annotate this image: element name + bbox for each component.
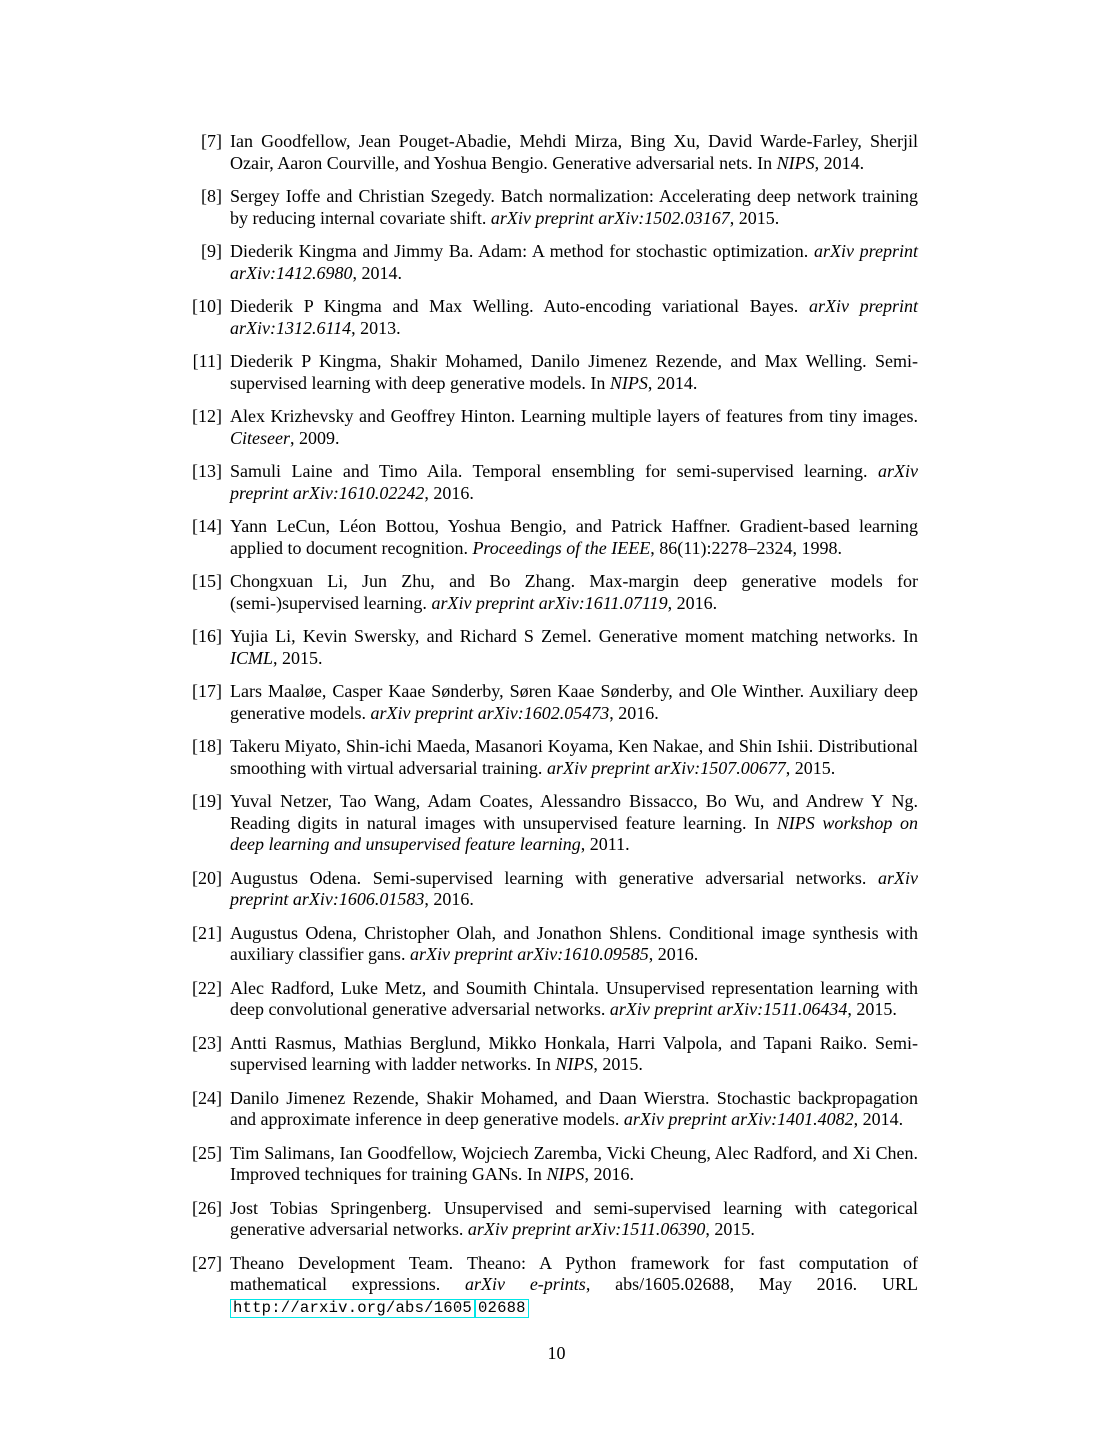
reference-text-segment: Diederik Kingma and Jimmy Ba. Adam: A method for stochastic optimization. bbox=[230, 241, 814, 261]
reference-text-segment: , 2015. bbox=[593, 1054, 643, 1075]
reference-venue-italic: arXiv preprint arXiv:1511.06434 bbox=[609, 999, 848, 1020]
reference-text bbox=[230, 1253, 918, 1318]
reference-text-segment: Takeru Miyato, Shin-ichi Maeda, Masanori Koyama, Ken Nakae, and Shin Ishii. Distributional smoothing with virtual adversarial training. bbox=[230, 736, 918, 778]
reference-label: [8] bbox=[201, 186, 222, 206]
reference-entry bbox=[192, 1088, 918, 1131]
reference-venue-italic: arXiv preprint arXiv:1606.01583 bbox=[230, 867, 918, 910]
reference-text bbox=[230, 978, 918, 1021]
reference-text-segment: Lars Maaløe, Casper Kaae Sønderby, Søren Kaae Sønderby, and Ole Winther. Auxiliary deep generative models. bbox=[230, 681, 918, 723]
reference-text-segment: Diederik P Kingma and Max Welling. Auto-encoding variational Bayes. bbox=[230, 296, 809, 316]
reference-entry bbox=[192, 131, 918, 174]
reference-text bbox=[230, 186, 918, 229]
reference-text-segment: , 2011. bbox=[580, 834, 630, 855]
reference-label: [20] bbox=[192, 867, 222, 888]
reference-text bbox=[230, 516, 918, 559]
reference-text-segment: Tim Salimans, Ian Goodfellow, Wojciech Zaremba, Vicki Cheung, Alec Radford, and Xi Chen. Improved techniques for training GANs. In bbox=[230, 1142, 918, 1185]
reference-text-segment: , 2014. bbox=[853, 1109, 904, 1130]
reference-text bbox=[230, 1198, 918, 1241]
reference-label: [25] bbox=[192, 1142, 222, 1163]
reference-text-segment: Augustus Odena, Christopher Olah, and Jonathon Shlens. Conditional image synthesis with auxiliary classifier gans. bbox=[230, 922, 918, 965]
reference-entry bbox=[192, 868, 918, 911]
reference-text bbox=[230, 406, 918, 449]
reference-text-segment: Chongxuan Li, Jun Zhu, and Bo Zhang. Max-margin deep generative models for (semi-)supervised learning. bbox=[230, 571, 918, 613]
reference-text bbox=[230, 1143, 918, 1186]
arxiv-url-link[interactable]: http://arxiv.org/abs/1605 bbox=[230, 1299, 475, 1318]
reference-label: [27] bbox=[192, 1252, 222, 1273]
reference-entry bbox=[192, 516, 918, 559]
reference-label: [26] bbox=[192, 1197, 222, 1218]
reference-venue-italic: NIPS bbox=[776, 152, 815, 173]
reference-label: [16] bbox=[192, 626, 222, 646]
reference-text-segment: Samuli Laine and Timo Aila. Temporal ensembling for semi-supervised learning. bbox=[230, 461, 878, 481]
reference-label: [21] bbox=[192, 922, 222, 943]
reference-venue-italic: ICML bbox=[230, 647, 274, 668]
reference-text bbox=[230, 681, 918, 724]
reference-venue-italic: arXiv preprint arXiv:1507.00677 bbox=[546, 757, 786, 778]
reference-text-segment: , 2014. bbox=[814, 152, 865, 173]
reference-text-segment: Yann LeCun, Léon Bottou, Yoshua Bengio, and Patrick Haffner. Gradient-based learning applied to document recognition. bbox=[230, 516, 918, 558]
reference-text-segment: , 2016. bbox=[584, 1164, 634, 1185]
reference-text bbox=[230, 296, 918, 339]
reference-label: [17] bbox=[192, 681, 222, 701]
reference-venue-italic: arXiv preprint arXiv:1610.09585 bbox=[409, 944, 649, 965]
reference-label: [14] bbox=[192, 516, 222, 536]
reference-text-segment: , abs/1605.02688, May 2016. URL bbox=[585, 1274, 918, 1295]
reference-text bbox=[230, 1033, 918, 1076]
reference-label: [10] bbox=[192, 296, 222, 316]
reference-venue-italic: arXiv preprint arXiv:1412.6980 bbox=[230, 241, 918, 283]
reference-entry bbox=[192, 1033, 918, 1076]
reference-text-segment: , 2015. bbox=[847, 999, 897, 1020]
reference-venue-italic: NIPS bbox=[609, 372, 648, 393]
reference-entry bbox=[192, 296, 918, 339]
reference-venue-italic: arXiv preprint arXiv:1401.4082 bbox=[623, 1109, 854, 1130]
reference-entry bbox=[192, 1143, 918, 1186]
reference-text-segment: , 2015. bbox=[729, 207, 780, 228]
reference-entry bbox=[192, 241, 918, 284]
reference-text-segment: Alex Krizhevsky and Geoffrey Hinton. Learning multiple layers of features from tiny images. bbox=[230, 406, 918, 426]
reference-label: [11] bbox=[192, 351, 222, 371]
reference-label: [19] bbox=[192, 791, 222, 811]
reference-entry bbox=[192, 571, 918, 614]
reference-text-segment: , 2013. bbox=[351, 317, 401, 338]
reference-label: [13] bbox=[192, 461, 222, 481]
reference-label: [18] bbox=[192, 736, 222, 756]
reference-label: [12] bbox=[192, 406, 222, 426]
page-number: 10 bbox=[547, 1343, 566, 1363]
reference-entry bbox=[192, 461, 918, 504]
arxiv-url-link[interactable]: 02688 bbox=[475, 1299, 529, 1318]
reference-label: [15] bbox=[192, 571, 222, 591]
reference-list bbox=[192, 131, 918, 1330]
reference-text-segment: Antti Rasmus, Mathias Berglund, Mikko Honkala, Harri Valpola, and Tapani Raiko. Semi-supervised learning with ladder networks. In bbox=[230, 1032, 918, 1075]
reference-label: [22] bbox=[192, 977, 222, 998]
reference-entry bbox=[192, 978, 918, 1021]
reference-text bbox=[230, 626, 918, 669]
reference-text-segment: Jost Tobias Springenberg. Unsupervised and semi-supervised learning with categorical generative adversarial networks. bbox=[230, 1197, 918, 1240]
reference-text bbox=[230, 923, 918, 966]
reference-venue-italic: arXiv preprint arXiv:1502.03167 bbox=[490, 207, 730, 228]
reference-text-segment: , 2015. bbox=[705, 1219, 755, 1240]
reference-text-segment: , 2016. bbox=[424, 482, 474, 503]
reference-venue-italic: arXiv preprint arXiv:1611.07119 bbox=[431, 592, 668, 613]
reference-label: [9] bbox=[201, 241, 222, 261]
reference-text bbox=[230, 131, 918, 174]
reference-entry bbox=[192, 681, 918, 724]
reference-text-segment: , 2016. bbox=[667, 592, 718, 613]
reference-venue-italic: arXiv preprint arXiv:1602.05473 bbox=[370, 702, 610, 723]
reference-venue-italic: Citeseer bbox=[230, 427, 290, 448]
reference-entry bbox=[192, 923, 918, 966]
reference-text-segment: Yuval Netzer, Tao Wang, Adam Coates, Alessandro Bissacco, Bo Wu, and Andrew Y Ng. Reading digits in natural images with unsupervised feature learning. In bbox=[230, 791, 918, 833]
reference-text-segment: , 2015. bbox=[273, 647, 323, 668]
reference-venue-italic: arXiv preprint arXiv:1610.02242 bbox=[230, 461, 918, 503]
reference-entry bbox=[192, 406, 918, 449]
reference-text-segment: , 2014. bbox=[647, 372, 698, 393]
reference-text bbox=[230, 571, 918, 614]
reference-entry bbox=[192, 1253, 918, 1318]
reference-text bbox=[230, 351, 918, 394]
reference-entry bbox=[192, 186, 918, 229]
reference-entry bbox=[192, 1198, 918, 1241]
reference-text-segment: , 86(11):2278–2324, 1998. bbox=[650, 537, 843, 558]
reference-text-segment: Yujia Li, Kevin Swersky, and Richard S Zemel. Generative moment matching networks. In bbox=[230, 626, 918, 646]
reference-venue-italic: NIPS bbox=[546, 1164, 585, 1185]
reference-text-segment: , 2015. bbox=[785, 757, 836, 778]
reference-label: [23] bbox=[192, 1032, 222, 1053]
reference-venue-italic: NIPS bbox=[555, 1054, 594, 1075]
reference-label: [7] bbox=[201, 131, 222, 151]
reference-venue-italic: NIPS workshop on deep learning and unsupervised feature learning bbox=[230, 812, 918, 855]
reference-entry bbox=[192, 351, 918, 394]
reference-text bbox=[230, 461, 918, 504]
reference-text-segment: , 2016. bbox=[424, 889, 474, 910]
reference-entry bbox=[192, 791, 918, 856]
reference-text bbox=[230, 791, 918, 856]
reference-text bbox=[230, 868, 918, 911]
reference-entry bbox=[192, 626, 918, 669]
reference-venue-italic: arXiv preprint arXiv:1511.06390 bbox=[467, 1219, 706, 1240]
reference-entry bbox=[192, 736, 918, 779]
reference-venue-italic: arXiv preprint arXiv:1312.6114 bbox=[230, 296, 918, 338]
reference-text-segment: Ian Goodfellow, Jean Pouget-Abadie, Mehdi Mirza, Bing Xu, David Warde-Farley, Sherjil Ozair, Aaron Courville, and Yoshua Bengio. Generative adversarial nets. In bbox=[230, 131, 918, 173]
reference-text bbox=[230, 241, 918, 284]
reference-venue-italic: Proceedings of the IEEE bbox=[472, 537, 651, 558]
reference-text-segment: , 2009. bbox=[290, 427, 340, 448]
reference-text bbox=[230, 736, 918, 779]
reference-text-segment: Alec Radford, Luke Metz, and Soumith Chintala. Unsupervised representation learning with deep convolutional generative adversarial networks. bbox=[230, 977, 918, 1020]
reference-text-segment: , 2016. bbox=[648, 944, 699, 965]
reference-venue-italic: arXiv e-prints bbox=[465, 1274, 586, 1295]
reference-label: [24] bbox=[192, 1087, 222, 1108]
reference-text bbox=[230, 1088, 918, 1131]
reference-text-segment: Sergey Ioffe and Christian Szegedy. Batch normalization: Accelerating deep network training by reducing internal covariate shift. bbox=[230, 186, 918, 228]
reference-text-segment: , 2016. bbox=[609, 702, 659, 723]
reference-text-segment: Augustus Odena. Semi-supervised learning with generative adversarial networks. bbox=[230, 867, 878, 888]
reference-text-segment: Diederik P Kingma, Shakir Mohamed, Danilo Jimenez Rezende, and Max Welling. Semi-supervised learning with deep generative models. In bbox=[230, 351, 918, 393]
reference-text-segment: , 2014. bbox=[352, 262, 402, 283]
reference-text-segment: Theano Development Team. Theano: A Python framework for fast computation of mathematical expressions. bbox=[230, 1252, 918, 1295]
reference-text-segment: Danilo Jimenez Rezende, Shakir Mohamed, and Daan Wierstra. Stochastic backpropagation and approximate inference in deep generative models. bbox=[230, 1087, 918, 1130]
